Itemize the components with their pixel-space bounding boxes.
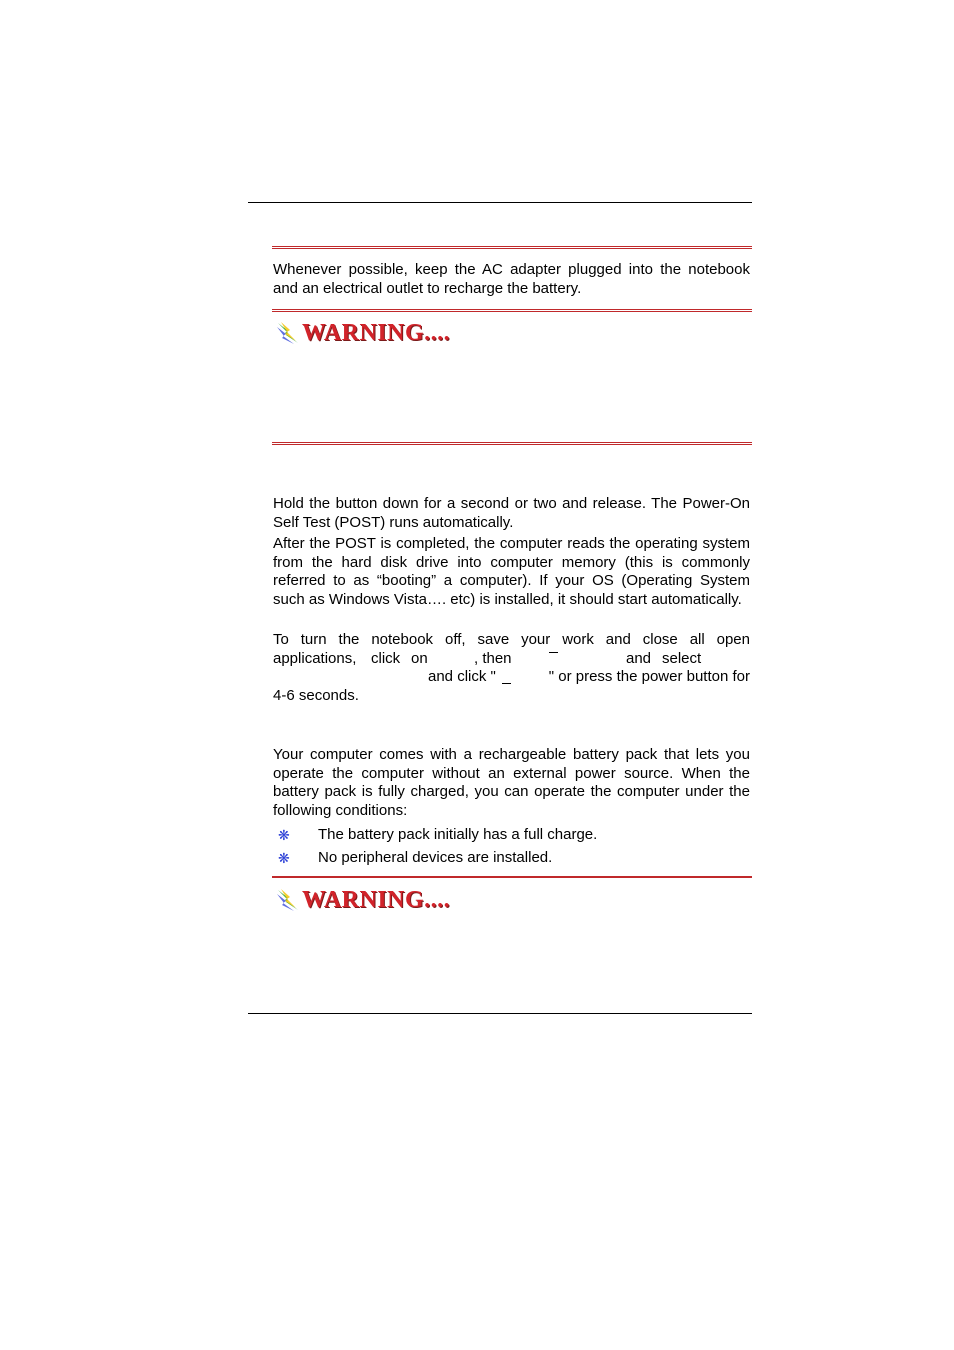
tip-bottom-rule (272, 309, 752, 312)
tip-text: Whenever possible, keep the AC adapter plugged into the notebook and an electrical outlet to recharge the battery. (273, 261, 750, 297)
battery-condition-2-text: No peripheral devices are installed. (318, 849, 553, 866)
power-off-underline-mark-1 (549, 652, 558, 653)
battery-condition-1-text: The battery pack initially has a full charge. (318, 826, 598, 843)
power-off-line-2 (273, 650, 750, 669)
power-on-para-1: Hold the button down for a second or two and release. The Power-On Self Test (POST) runs automatically. (273, 495, 750, 531)
power-off-word-on: on (411, 649, 428, 667)
snowflake-bullet-icon: ❋ (278, 827, 290, 843)
warning-label-1: WARNING.... (302, 319, 451, 346)
warning-banner-1 (276, 318, 450, 348)
warning-banner-2 (276, 885, 450, 915)
power-off-underline-mark-2 (502, 683, 511, 684)
power-off-or-press: " or press the power button for (548, 668, 750, 686)
power-off-word-applications: applications, (273, 649, 357, 667)
snowflake-bullet-icon: ❋ (278, 850, 290, 866)
power-off-word-and: and (626, 649, 652, 667)
power-off-word-click: click (371, 649, 401, 667)
power-on-para-2: After the POST is completed, the computer reads the operating system from the hard disk drive into computer memory (this is commonly referred to as “booting” a computer). If your OS (Operating System such as Windows Vista…. etc) is installed, it should start automatically. (273, 535, 750, 608)
power-off-line-3 (273, 668, 750, 687)
power-off-word-select: select (662, 649, 702, 667)
battery-condition-1 (278, 826, 597, 844)
tip-top-rule (272, 246, 752, 249)
power-off-line-4: 4-6 seconds. (273, 686, 359, 704)
power-off-line-1 (273, 631, 750, 650)
warning-2-top-rule (272, 876, 752, 878)
warning-1-bottom-rule (272, 442, 752, 445)
battery-para: Your computer comes with a rechargeable battery pack that lets you operate the computer without an external power source. When the battery pack is fully charged, you can operate the computer under the following conditions: (273, 746, 750, 819)
header-rule (248, 202, 752, 203)
lightning-arrow-icon (276, 888, 300, 912)
battery-condition-2 (278, 849, 552, 867)
power-off-paragraph (273, 631, 750, 705)
warning-label-2: WARNING.... (302, 886, 451, 913)
power-off-and-click: and click " (428, 668, 496, 686)
power-off-word-then: , then (474, 649, 512, 667)
power-off-line-1-text: To turn the notebook off, save your work and close all open (273, 631, 750, 648)
lightning-arrow-icon (276, 321, 300, 345)
footer-rule (248, 1013, 752, 1014)
